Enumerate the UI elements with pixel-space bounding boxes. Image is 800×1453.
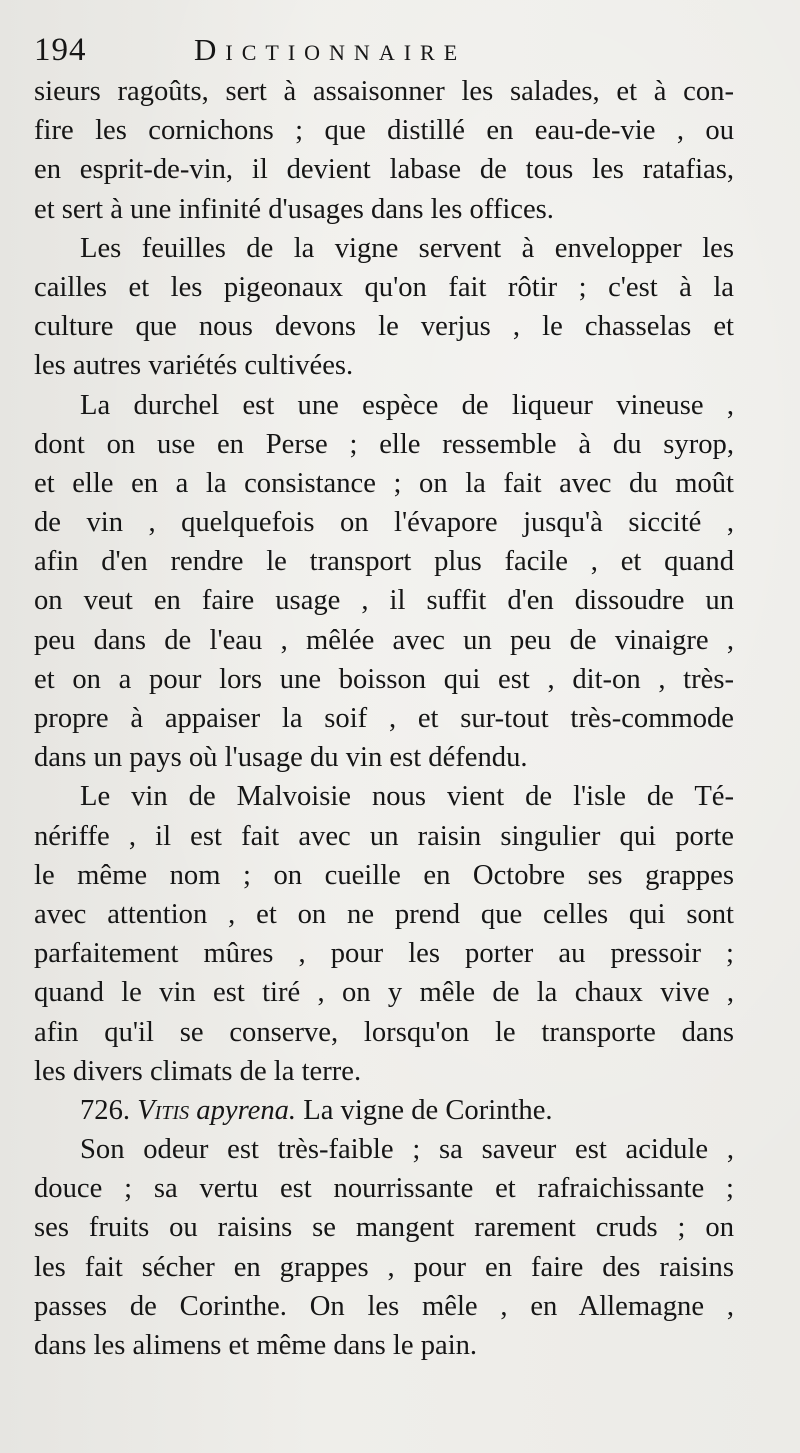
body-text	[34, 72, 734, 1365]
text-line: dont on use en Perse ; elle ressemble à du syrop,	[34, 428, 734, 460]
text-line: les autres variétés cultivées.	[34, 350, 354, 382]
text-line: culture que nous devons le verjus , le chasselas et	[34, 311, 734, 343]
text-line: afin d'en rendre le transport plus facile , et quand	[34, 546, 734, 578]
text-line: La durchel est une espèce de liqueur vineuse ,	[80, 389, 734, 421]
text-line: passes de Corinthe. On les mêle , en Allemagne ,	[34, 1290, 734, 1322]
text-line: et elle en a la consistance ; on la fait avec du moût	[34, 467, 734, 499]
entry-genus: Vitis	[137, 1094, 190, 1126]
text-line: en esprit-de-vin, il devient labase de tous les ratafias,	[34, 154, 734, 186]
text-line: le même nom ; on cueille en Octobre ses grappes	[34, 859, 734, 891]
text-line: dans les alimens et même dans le pain.	[34, 1330, 478, 1361]
paragraph	[34, 1130, 734, 1365]
text-line: peu dans de l'eau , mêlée avec un peu de vinaigre ,	[34, 624, 734, 656]
text-line: et sert à une infinité d'usages dans les offices.	[34, 193, 554, 225]
entry-heading	[34, 1091, 734, 1130]
text-line: Le vin de Malvoisie nous vient de l'isle de Té-	[80, 781, 734, 813]
paragraph	[34, 72, 734, 229]
text-line: ses fruits ou raisins se mangent rarement cruds ; on	[34, 1212, 734, 1244]
text-line: quand le vin est tiré , on y mêle de la chaux vive ,	[34, 977, 734, 1009]
text-line: Son odeur est très-faible ; sa saveur est acidule ,	[80, 1134, 734, 1166]
text-line: douce ; sa vertu est nourrissante et rafraichissante ;	[34, 1173, 734, 1205]
entry-species: apyrena.	[196, 1094, 297, 1126]
text-line: et on a pour lors une boisson qui est , dit-on , très-	[34, 663, 734, 695]
page-number: 194	[34, 32, 87, 68]
text-line: on veut en faire usage , il suffit d'en dissoudre un	[34, 585, 734, 617]
entry-common-name: La vigne de Corinthe.	[303, 1094, 553, 1126]
text-line: les divers climats de la terre.	[34, 1055, 362, 1087]
paragraph	[34, 777, 734, 1091]
text-line: avec attention , et on ne prend que celles qui sont	[34, 898, 734, 930]
paragraph	[34, 386, 734, 778]
paragraph	[34, 229, 734, 386]
text-line: sieurs ragoûts, sert à assaisonner les salades, et à con-	[34, 76, 734, 107]
text-line: de vin , quelquefois on l'évapore jusqu'à siccité ,	[34, 507, 734, 539]
entry-number: 726.	[80, 1094, 131, 1126]
text-line: dans un pays où l'usage du vin est défendu.	[34, 742, 528, 774]
running-title: Dictionnaire	[194, 32, 467, 67]
text-line: afin qu'il se conserve, lorsqu'on le transporte dans	[34, 1016, 734, 1048]
text-line: les fait sécher en grappes , pour en faire des raisins	[34, 1251, 734, 1283]
text-line: fire les cornichons ; que distillé en eau-de-vie , ou	[34, 115, 734, 147]
text-line: Les feuilles de la vigne servent à envelopper les	[80, 232, 734, 264]
running-head	[34, 28, 754, 72]
text-line: parfaitement mûres , pour les porter au pressoir ;	[34, 938, 734, 970]
text-line: nériffe , il est fait avec un raisin singulier qui porte	[34, 820, 734, 852]
text-line: propre à appaiser la soif , et sur-tout très-commode	[34, 703, 734, 734]
text-line: cailles et les pigeonaux qu'on fait rôtir ; c'est à la	[34, 271, 734, 303]
